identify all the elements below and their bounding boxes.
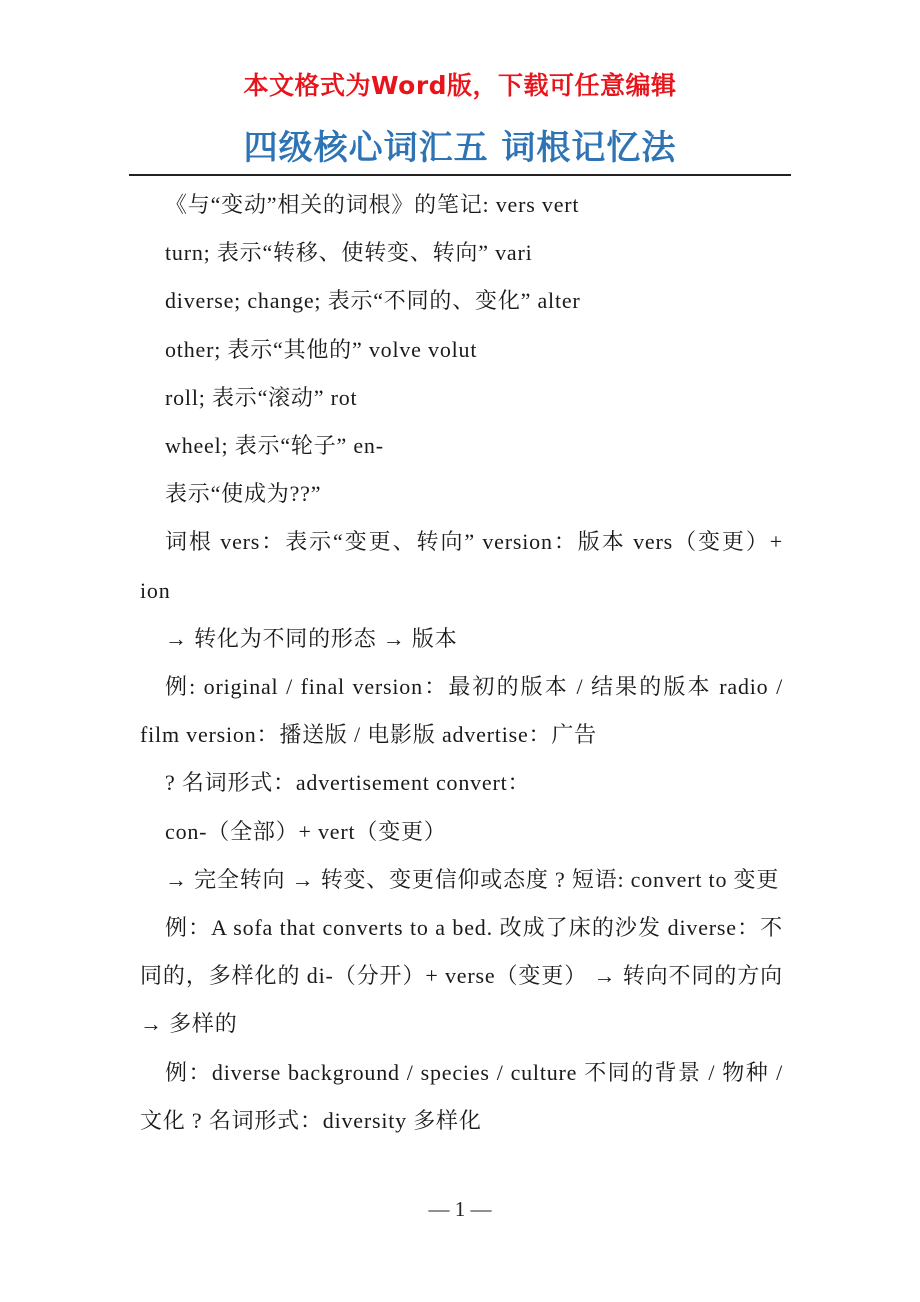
paragraph: 例：diverse background / species / culture 不同的背景 / 物种 / 文化 ? 名词形式：diversity 多样化: [140, 1059, 783, 1133]
paragraph: ? 名词形式：advertisement convert：: [165, 770, 531, 796]
paragraph: roll; 表示“滚动” rot: [165, 384, 358, 410]
paragraph: 《与“变动”相关的词根》的笔记: vers vert: [165, 192, 580, 217]
download-banner: 本文格式为Word版，下载可任意编辑: [243, 71, 677, 100]
paragraph: → 完全转向 → 转变、变更信仰或态度 ? 短语: convert to 变更: [165, 866, 780, 892]
paragraph: turn; 表示“转移、使转变、转向” vari: [165, 240, 533, 266]
paragraph: 表示“使成为??”: [165, 481, 322, 507]
paragraph: wheel; 表示“轮子” en-: [165, 433, 384, 459]
paragraph: → 转化为不同的形态 → 版本: [165, 625, 458, 651]
document-title: 四级核心词汇五 词根记忆法: [243, 128, 677, 168]
document-body: [140, 181, 783, 1145]
paragraph: 例: original / final version：最初的版本 / 结果的版本 radio / film version：播送版 / 电影版 advertise：广告: [140, 674, 783, 748]
paragraph: con-（全部）+ vert（变更）: [165, 818, 447, 844]
paragraph: 词根 vers：表示“变更、转向” version：版本 vers（变更）+ ion: [140, 529, 783, 603]
page-number: — 1 —: [428, 1197, 492, 1221]
paragraph: 例：A sofa that converts to a bed. 改成了床的沙发 diverse：不同的，多样化的 di-（分开）+ verse（变更） → 转向不同的方向 → 多样的: [140, 915, 783, 1037]
title-divider: [129, 174, 791, 176]
paragraph: other; 表示“其他的” volve volut: [165, 336, 478, 362]
paragraph: diverse; change; 表示“不同的、变化” alter: [165, 288, 581, 314]
